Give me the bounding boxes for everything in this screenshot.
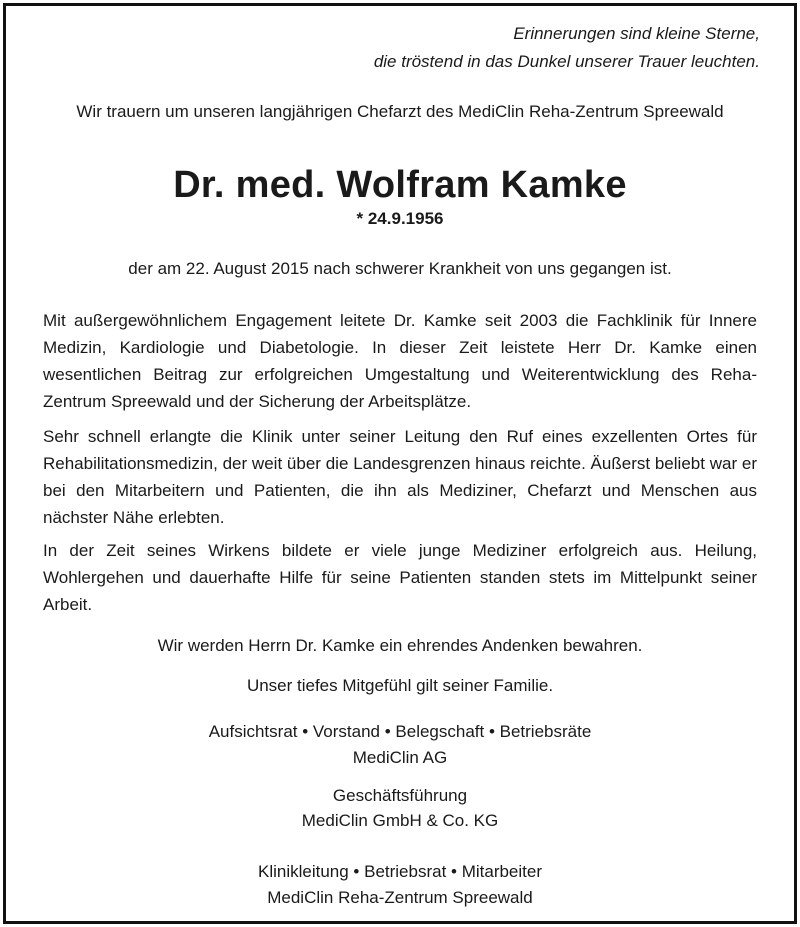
signatory-org-3: MediClin Reha-Zentrum Spreewald <box>267 888 533 907</box>
intro-text: Wir trauern um unseren langjährigen Chefarzt des MediClin Reha-Zentrum Spreewald <box>76 102 724 121</box>
tribute-paragraph-2: Sehr schnell erlangte die Klinik unter seiner Leitung den Ruf eines exzellenten Ortes für Rehabilitationsmedizin, der weit über die Landesgrenzen hinaus reichte. Äußerst beliebt war er bei den Mitarbeitern und Patienten, die ihn als Mediziner, Chefarzt und Menschen aus nächster Nähe erlebten. <box>43 427 757 527</box>
signatory-groups-1: Aufsichtsrat • Vorstand • Belegschaft • Betriebsräte <box>208 722 592 741</box>
deceased-name: Dr. med. Wolfram Kamke <box>173 164 627 206</box>
signatory-org-1: MediClin AG <box>352 748 448 767</box>
memory-statement: Wir werden Herrn Dr. Kamke ein ehrendes Andenken bewahren. <box>157 636 643 655</box>
signatory-org-2: MediClin GmbH & Co. KG <box>301 811 499 830</box>
signatory-groups-2: Geschäftsführung <box>332 786 468 805</box>
tribute-paragraph-3: In der Zeit seines Wirkens bildete er viele junge Mediziner erfolgreich aus. Heilung, Wohlergehen und dauerhafte Hilfe für seine Patienten standen stets im Mittelpunkt seiner Arbeit. <box>43 541 757 614</box>
birth-date: * 24.9.1956 <box>356 209 444 228</box>
sympathy-statement: Unser tiefes Mitgefühl gilt seiner Familie. <box>246 676 554 695</box>
signatory-groups-3: Klinikleitung • Betriebsrat • Mitarbeiter <box>257 862 543 881</box>
death-notice-line: der am 22. August 2015 nach schwerer Krankheit von uns gegangen ist. <box>128 259 672 278</box>
tribute-paragraph-1: Mit außergewöhnlichem Engagement leitete Dr. Kamke seit 2003 die Fachklinik für Innere Medizin, Kardiologie und Diabetologie. In dieser Zeit leistete Herr Dr. Kamke einen wesentlichen Beitrag zur erfolgreichen Umgestaltung und Weiterentwicklung des Reha-Zentrum Spreewald und der Sicherung der Arbeitsplätze. <box>43 311 757 411</box>
quote-line-2: die tröstend in das Dunkel unserer Trauer leuchten. <box>373 52 760 71</box>
quote-line-1: Erinnerungen sind kleine Sterne, <box>513 24 760 43</box>
memorial-quote <box>374 20 760 76</box>
